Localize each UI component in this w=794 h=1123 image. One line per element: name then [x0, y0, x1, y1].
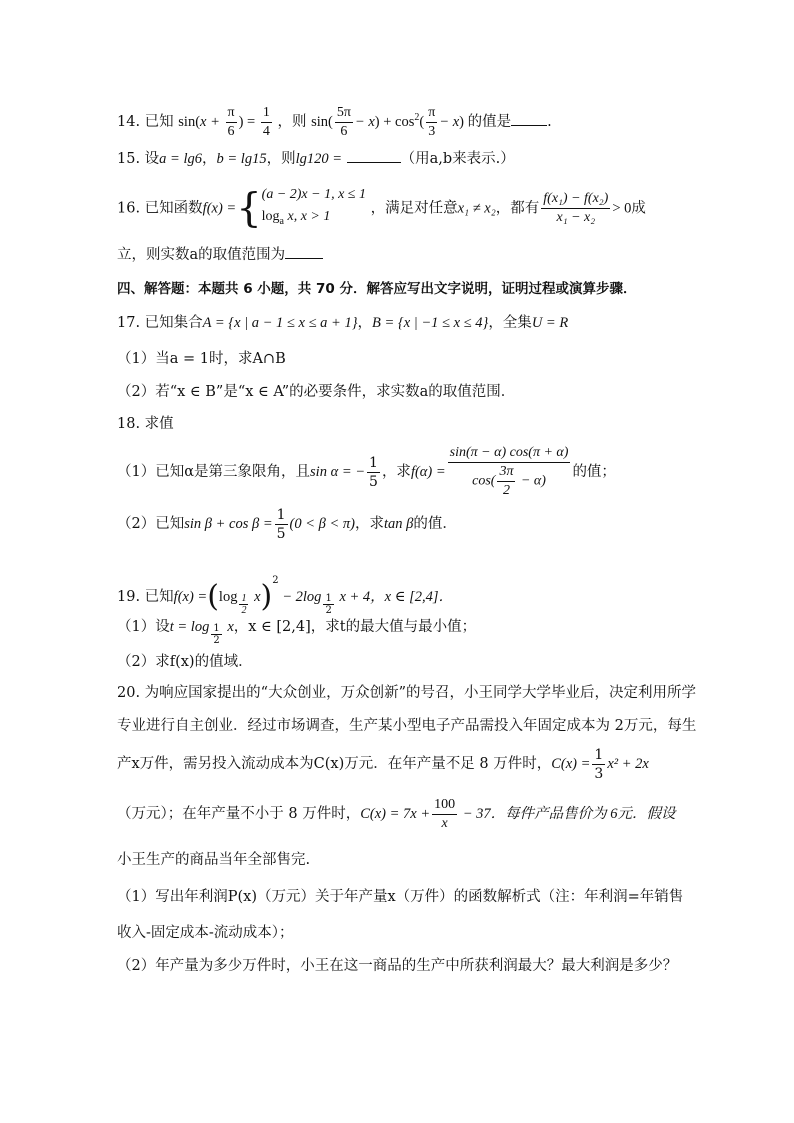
log-text: log — [218, 589, 238, 605]
function-name: f(α) = — [410, 464, 446, 480]
question-14 — [117, 104, 552, 141]
target-expression: lg120 = — [295, 151, 343, 167]
equation: sin β + cos β = — [184, 516, 273, 532]
question-15 — [117, 148, 515, 170]
question-text: 已知 — [144, 589, 174, 605]
denominator: 5 — [276, 525, 286, 542]
question-text: （1）已知α是第三象限角，且 — [117, 464, 311, 480]
question-text: 的值； — [572, 464, 616, 480]
domain: ，x ∈ [2,4]． — [370, 589, 454, 605]
case-1: (a − 2)x − 1, x ≤ 1 — [261, 187, 366, 202]
question-20-line-5: 小王生产的商品当年全部售完. — [117, 852, 311, 868]
question-text: ，满足对任意 — [370, 200, 458, 217]
question-20-line-3 — [117, 744, 649, 784]
question-text: ，x ∈ [2,4]，求t的最大值与最小值； — [233, 619, 477, 635]
target-expression: sin( $\frac{5\pi}{6}$ − $x) + \cos^2$( $\frac{\pi}{3}$ − x) — [311, 105, 464, 139]
sine-value: sin α = − — [310, 464, 366, 480]
question-17-part-2: （2）若“x ∈ B”是“x ∈ A”的必要条件，求实数a的取值范围． — [117, 384, 516, 400]
fraction — [275, 506, 288, 543]
question-text: 成 — [631, 200, 646, 217]
denominator — [448, 463, 571, 500]
log-term: log $\frac{1}{2}$ x — [218, 589, 261, 616]
question-text: ，全集 — [488, 315, 532, 331]
numerator: 1 — [369, 454, 378, 471]
case-2 — [262, 206, 366, 233]
function-name: f(x) = — [173, 589, 208, 605]
denominator: x₁ − x₂ — [556, 209, 596, 225]
question-text: （万元）；在年产量不小于 8 万件时， — [117, 806, 361, 822]
log-term: − 2log — [278, 589, 322, 605]
denominator: 5 — [369, 473, 378, 490]
question-16 — [117, 184, 646, 233]
question-number: 15. — [117, 151, 141, 167]
numerator: f(x₁) − f(x₂) — [541, 190, 610, 209]
question-16-line2 — [117, 244, 323, 266]
constant-term: x + 4 — [335, 589, 371, 605]
cost-function: C(x) = 7x + — [360, 806, 431, 822]
numerator: sin(π − α) cos(π + α) — [448, 444, 571, 463]
log-base: a — [279, 215, 284, 227]
numerator: 3π — [497, 463, 515, 482]
question-20-part-2: （2）年产量为多少万件时，小王在这一商品的生产中所获利润最大？最大利润是多少？ — [117, 958, 678, 974]
question-text: 已知 — [144, 113, 174, 130]
difference-quotient — [541, 190, 610, 227]
numerator: 1 — [213, 623, 220, 634]
question-number: 16. — [117, 200, 141, 217]
definition-b: b = lg15 — [216, 151, 267, 167]
question-text: （用a,b来表示.） — [400, 151, 515, 167]
numerator: 1 — [241, 593, 247, 604]
inner-fraction — [497, 463, 515, 500]
question-20-part-1-line-2: 收入-固定成本-流动成本）； — [117, 925, 294, 941]
question-text: 立，则实数a的取值范围为 — [117, 247, 286, 263]
question-text: （2）已知 — [117, 516, 185, 532]
question-text: 设 — [144, 151, 160, 167]
question-19-part-1 — [117, 612, 476, 646]
period: . — [547, 113, 552, 130]
function-fraction — [448, 444, 571, 500]
question-20-line-1: 20. 为响应国家提出的“大众创业，万众创新”的号召，小王同学大学毕业后，决定利用所学 — [117, 685, 696, 701]
den-part: cos( — [472, 473, 496, 489]
question-20-line-4 — [117, 792, 676, 836]
question-number: 14. — [117, 113, 141, 130]
question-text: 已知集合 — [144, 315, 203, 331]
right-paren: ) — [260, 579, 273, 614]
question-18-part-1 — [117, 444, 616, 500]
denominator: 3 — [594, 765, 604, 782]
universe-set: U = R — [531, 315, 569, 331]
given-equation: sin(x + $\frac{\pi}{6}$ ) = $\frac{1}{4}$ — [178, 105, 270, 139]
numerator: 1 — [276, 506, 286, 523]
numerator: 1 — [325, 593, 332, 604]
fraction — [592, 746, 605, 783]
left-paren: ( — [207, 579, 219, 614]
numerator: 100 — [432, 796, 457, 815]
question-text: ，求 — [381, 464, 411, 480]
separator: ， — [357, 315, 372, 331]
question-17 — [117, 312, 568, 334]
cost-expression: − 37．每件产品售价为 6元．假设 — [459, 806, 676, 822]
question-text: （1）设 — [117, 619, 170, 635]
function-name: f(x) = — [202, 200, 237, 217]
answer-blank — [285, 244, 323, 259]
cost-function: C(x) = — [551, 756, 591, 772]
separator: ， — [202, 151, 217, 167]
exponent: 2 — [272, 575, 279, 586]
case-2-tail: x, x > 1 — [284, 209, 331, 224]
denominator: 2 — [502, 483, 510, 498]
question-text: ，则 — [266, 151, 296, 167]
question-20-line-2: 专业进行自主创业．经过市场调查，生产某小型电子产品需投入年固定成本为 2万元，每生 — [117, 718, 697, 734]
log-base — [211, 623, 221, 646]
fraction — [432, 796, 457, 833]
question-number: 19. — [117, 589, 141, 605]
question-text: ，则 — [277, 113, 307, 130]
left-brace: { — [236, 185, 262, 232]
substitution: t = log — [169, 619, 210, 635]
cost-expression: x² + 2x — [607, 756, 649, 772]
denominator: 2 — [241, 605, 247, 616]
set-b: B = {x | −1 ≤ x ≤ 4} — [372, 315, 489, 331]
numerator: 1 — [594, 746, 604, 763]
question-18-title: 18. 求值 — [117, 416, 174, 432]
range: (0 < β < π) — [289, 516, 356, 532]
variable: x — [223, 619, 234, 635]
condition: x₁ ≠ x₂ — [457, 200, 496, 217]
denominator: 2 — [213, 635, 220, 646]
set-a: A = {x | a − 1 ≤ x ≤ a + 1} — [202, 315, 358, 331]
inequality: > 0 — [612, 200, 632, 217]
question-text: 已知函数 — [144, 200, 203, 217]
question-text: ，求 — [355, 516, 385, 532]
question-20-part-1-line-1: （1）写出年利润P(x)（万元）关于年产量x（万件）的函数解析式（注：年利润=年销售 — [117, 889, 684, 905]
definition-a: a = lg6 — [159, 151, 202, 167]
answer-blank — [511, 111, 547, 126]
answer-blank — [347, 148, 401, 163]
tangent: tan β — [384, 516, 414, 532]
question-18-part-2 — [117, 504, 457, 544]
question-text: 的值． — [413, 516, 457, 532]
den-part: − α) — [517, 473, 546, 489]
log-text: log — [261, 209, 280, 224]
question-17-part-1: （1）当a = 1时，求A∩B — [117, 351, 286, 367]
question-text: 产x万件，需另投入流动成本为C(x)万元．在年产量不足 8 万件时， — [117, 756, 552, 772]
fraction — [367, 454, 380, 491]
question-text: 的值是 — [467, 113, 512, 130]
question-text: ，都有 — [495, 200, 540, 217]
question-19-part-2: （2）求f(x)的值域． — [117, 654, 253, 670]
piecewise-cases — [262, 184, 366, 233]
section-heading: 四、解答题：本题共 6 小题，共 70 分．解答应写出文字说明，证明过程或演算步骤． — [117, 281, 637, 297]
denominator: 2 — [325, 605, 332, 616]
question-number: 17. — [117, 315, 141, 331]
denominator: x — [441, 815, 448, 831]
